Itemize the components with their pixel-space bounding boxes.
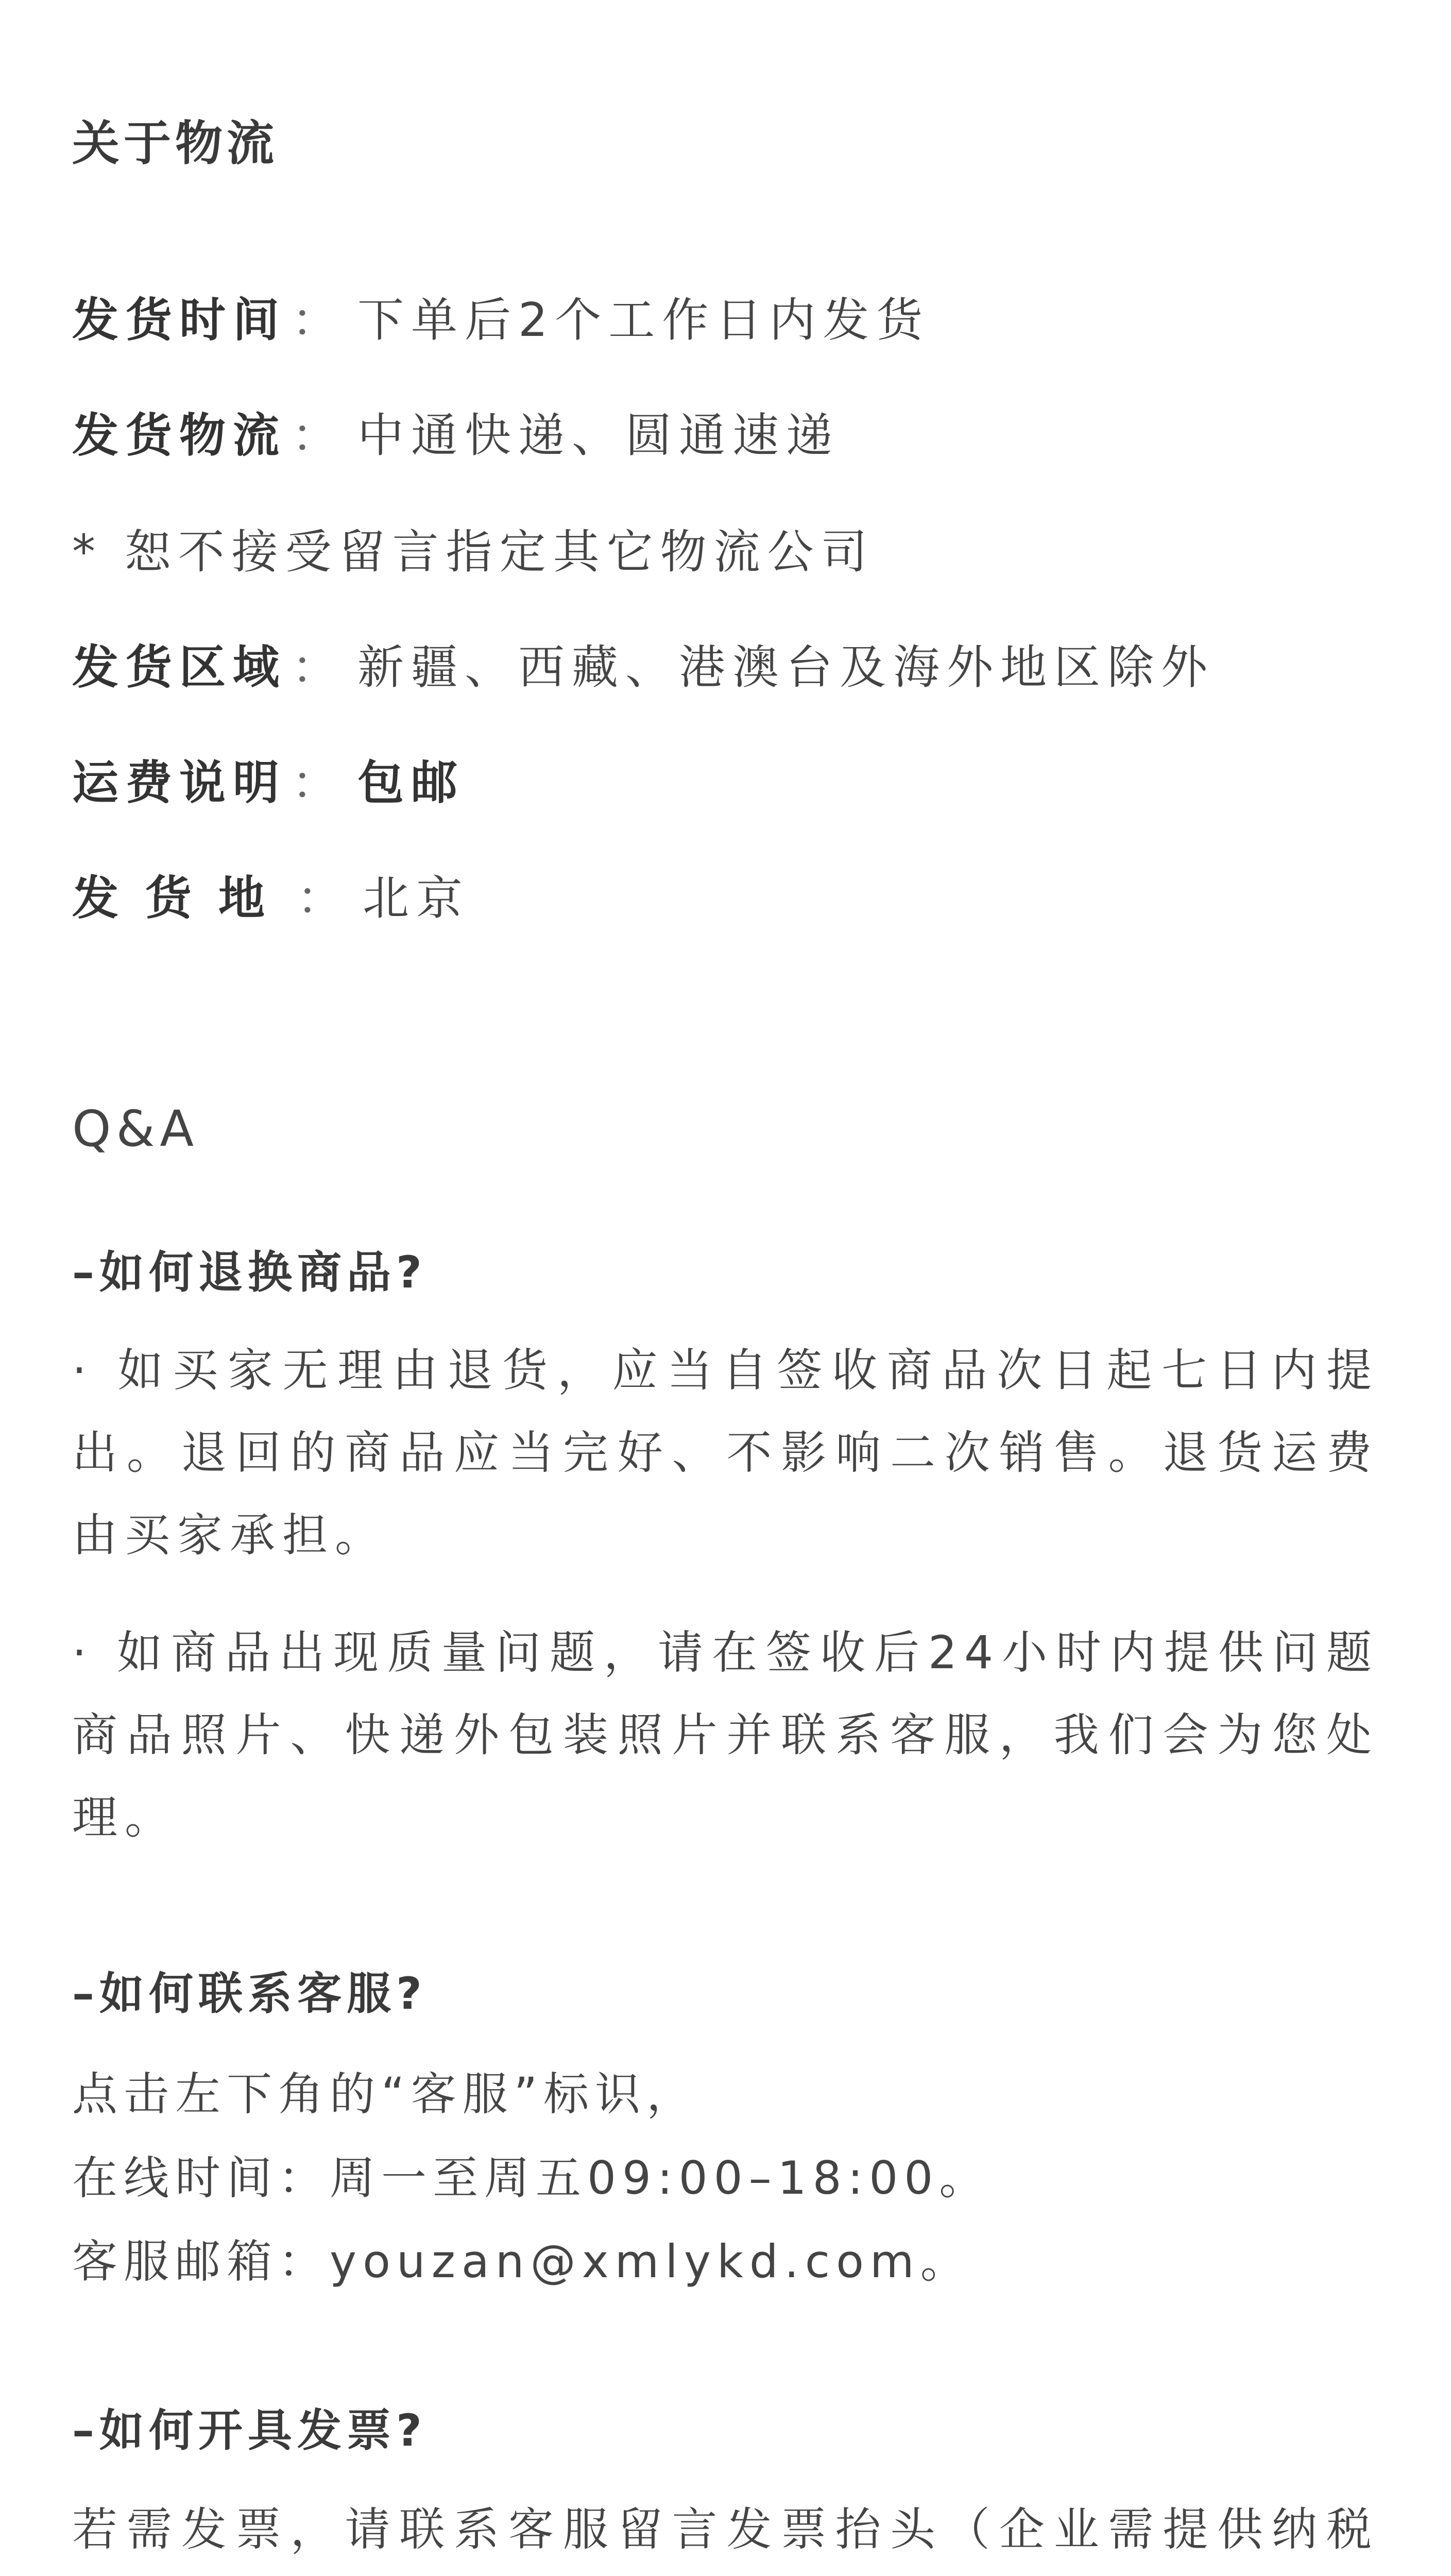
- contact-line-1: 点击左下角的“客服”标识，: [72, 2067, 698, 2121]
- logistics-section-title: 关于物流: [72, 116, 279, 171]
- ship-area-separator: ：: [292, 640, 345, 694]
- ship-from-separator: ：: [297, 871, 350, 925]
- ship-from-label: 发货地: [72, 871, 292, 925]
- shipping-fee-row: [72, 745, 465, 812]
- returns-answer-1: · 如买家无理由退货，应当自签收商品次日起七日内提出。退回的商品应当完好、不影响二次销售。退货运费由买家承担。: [72, 1344, 1379, 1562]
- ship-from-row: [72, 860, 470, 927]
- shipping-fee-label: 运费说明: [72, 756, 286, 810]
- ship-time-separator: ：: [292, 293, 345, 347]
- invoice-answer: 若需发票，请联系客服留言发票抬头（企业需提供纳税: [72, 2503, 1379, 2556]
- carrier-note: [72, 514, 875, 581]
- ship-from-value: 北京: [363, 871, 470, 925]
- qa-section-title: Q&A: [72, 1100, 199, 1158]
- shipping-fee-value: 包邮: [357, 756, 465, 810]
- carrier-note-text: * 恕不接受留言指定其它物流公司: [72, 525, 875, 579]
- ship-area-row: [72, 630, 1215, 697]
- shipping-fee-separator: ：: [292, 756, 345, 810]
- ship-carrier-value: 中通快递、圆通速递: [357, 409, 840, 463]
- contact-line-3: 客服邮箱：youzan@xmlykd.com。: [72, 2235, 972, 2288]
- ship-carrier-row: [72, 398, 840, 465]
- ship-time-row: [72, 282, 930, 349]
- ship-carrier-separator: ：: [292, 409, 345, 463]
- ship-area-label: 发货区域: [72, 640, 286, 694]
- ship-area-value: 新疆、西藏、港澳台及海外地区除外: [357, 640, 1215, 694]
- returns-question: –如何退换商品?: [72, 1247, 427, 1298]
- contact-question: –如何联系客服?: [72, 1968, 427, 2020]
- contact-line-2: 在线时间：周一至周五09:00–18:00。: [72, 2151, 991, 2205]
- returns-answer-2: · 如商品出现质量问题，请在签收后24小时内提供问题商品照片、快递外包装照片并联系客服，我们会为您处理。: [72, 1626, 1379, 1844]
- invoice-question: –如何开具发票?: [72, 2405, 427, 2456]
- ship-time-value: 下单后2个工作日内发货: [357, 293, 930, 347]
- ship-carrier-label: 发货物流: [72, 409, 286, 463]
- ship-time-label: 发货时间: [72, 293, 286, 347]
